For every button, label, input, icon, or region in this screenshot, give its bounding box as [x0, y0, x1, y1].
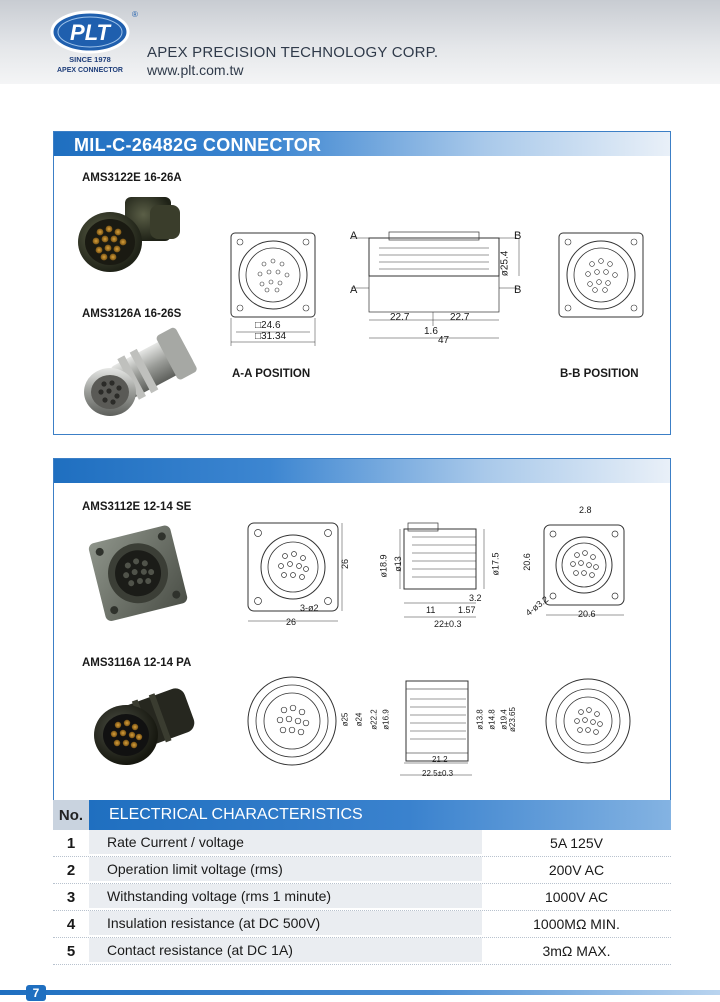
- row-no: 2: [53, 857, 89, 883]
- dim-22-7-left: 22.7: [390, 312, 410, 323]
- logo-brand: APEX CONNECTOR: [57, 67, 123, 74]
- company-name: APEX PRECISION TECHNOLOGY CORP.: [147, 44, 439, 61]
- dim-a-holes: 3-ø2: [300, 603, 319, 613]
- panel-title-bar: [54, 459, 670, 483]
- dim-a-t28: 2.8: [579, 505, 592, 515]
- section-a-bottom: A: [350, 284, 358, 296]
- dim-a-d189: ø18.9: [378, 554, 389, 578]
- table-header-no: No.: [53, 800, 89, 830]
- plt-logo: [48, 8, 140, 80]
- section-a-top: A: [350, 230, 358, 242]
- row-no: 1: [53, 830, 89, 856]
- connector-panel-1: [53, 131, 671, 435]
- website-link[interactable]: www.plt.com.tw: [147, 62, 244, 78]
- drawing-ams3116a-rear: [542, 675, 634, 767]
- dim-47: 47: [438, 335, 450, 346]
- row-no: 4: [53, 911, 89, 937]
- b-b-position-label: B-B POSITION: [560, 368, 639, 380]
- row-value: 200V AC: [482, 857, 671, 883]
- logo-text: PLT: [70, 20, 110, 45]
- table-row: [53, 857, 671, 884]
- dim-22-7-right: 22.7: [450, 312, 470, 323]
- row-desc: Insulation resistance (at DC 500V): [89, 911, 482, 937]
- dim-a-l22: 22±0.3: [434, 619, 462, 629]
- dim-b-l212: 21.2: [432, 755, 448, 764]
- row-desc: Withstanding voltage (rms 1 minute): [89, 884, 482, 910]
- row-no: 3: [53, 884, 89, 910]
- row-value: 3mΩ MAX.: [482, 938, 671, 964]
- dim-b-d222: ø22.2: [369, 709, 379, 730]
- table-header-title: ELECTRICAL CHARACTERISTICS: [89, 800, 671, 830]
- footer-line: [0, 990, 720, 995]
- dim-b-d138: ø13.8: [475, 709, 485, 730]
- drawing-front-view-a: [226, 228, 336, 348]
- part-label-ams3122e: AMS3122E 16-26A: [82, 172, 182, 184]
- a-a-position-label: A-A POSITION: [232, 368, 311, 380]
- dim-square-31-34: □31.34: [255, 331, 287, 342]
- row-value: 1000MΩ MIN.: [482, 911, 671, 937]
- table-row: [53, 830, 671, 857]
- dim-b-d25: ø25: [340, 712, 350, 727]
- dim-a-d13: ø13: [392, 556, 403, 572]
- connector-photo-receptacle: [70, 187, 190, 287]
- logo-since: SINCE 1978: [69, 55, 111, 64]
- dim-b-d24: ø24: [354, 712, 364, 727]
- dim-b-d169: ø16.9: [381, 709, 391, 730]
- dim-1-6: 1.6: [424, 326, 438, 337]
- table-row: [53, 884, 671, 911]
- row-desc: Rate Current / voltage: [89, 830, 482, 856]
- row-value: 1000V AC: [482, 884, 671, 910]
- drawing-ams3112e-front: [242, 517, 354, 629]
- section-b-bottom: B: [514, 284, 522, 296]
- drawing-front-view-b: [554, 228, 650, 324]
- dim-a-h206: 20.6: [521, 553, 532, 571]
- dim-a-h26: 26: [340, 558, 351, 570]
- row-desc: Contact resistance (at DC 1A): [89, 938, 482, 964]
- svg-text:®: ®: [132, 10, 138, 19]
- dim-b-d2365: ø23.65: [507, 707, 517, 732]
- connector-photo-square-flange: [84, 523, 194, 623]
- row-value: 5A 125V: [482, 830, 671, 856]
- section-b-top: B: [514, 230, 522, 242]
- dim-a-w206: 20.6: [578, 609, 596, 619]
- connector-photo-plug-gold: [84, 679, 204, 779]
- table-row: [53, 938, 671, 965]
- dim-b-d194: ø19.4: [499, 709, 509, 730]
- dim-square-24-6: □24.6: [255, 320, 281, 331]
- row-desc: Operation limit voltage (rms): [89, 857, 482, 883]
- connector-panel-2: [53, 458, 671, 820]
- dim-a-l32: 3.2: [469, 593, 482, 603]
- drawing-ams3116a-front: [244, 673, 340, 769]
- part-label-ams3126a: AMS3126A 16-26S: [82, 308, 182, 320]
- part-label-ams3116a: AMS3116A 12-14 PA: [82, 657, 192, 669]
- dim-a-l157: 1.57: [458, 605, 476, 615]
- dim-dia-25-4: ø25.4: [499, 250, 511, 277]
- dim-b-d148: ø14.8: [487, 709, 497, 730]
- dim-a-l11: 11: [426, 605, 436, 615]
- dim-a-d175: ø17.5: [490, 552, 501, 576]
- panel-title: MIL-C-26482G CONNECTOR: [74, 135, 322, 155]
- dim-a-holes4: 4-ø3.2: [523, 594, 551, 618]
- dim-b-l225: 22.5±0.3: [422, 769, 454, 778]
- connector-photo-plug: [76, 326, 206, 426]
- part-label-ams3112e: AMS3112E 12-14 SE: [82, 501, 192, 513]
- page-number: 7: [26, 985, 46, 1001]
- table-row: [53, 911, 671, 938]
- table-header-row: [53, 800, 671, 830]
- dim-a-w26: 26: [286, 617, 297, 627]
- row-no: 5: [53, 938, 89, 964]
